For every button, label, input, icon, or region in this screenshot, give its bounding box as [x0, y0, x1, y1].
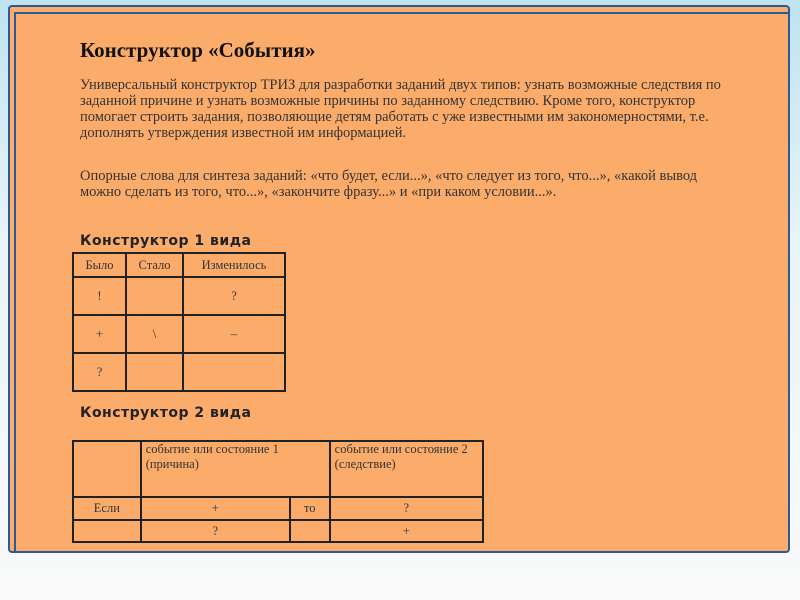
table2-heading: Конструктор 2 вида — [80, 405, 252, 421]
table-cell: ! — [73, 277, 126, 315]
table-cell — [290, 520, 330, 542]
table-cell: ? — [141, 520, 290, 542]
table-cell: ? — [73, 353, 126, 391]
effect-header: событие или состояние 2 (следствие) — [330, 441, 483, 497]
slide-title: Конструктор «События» — [80, 38, 316, 62]
table-cell — [73, 441, 141, 497]
table-cell — [126, 353, 183, 391]
table-cell: ? — [183, 277, 285, 315]
table-cell: ? — [330, 497, 483, 520]
table-cell: + — [73, 315, 126, 353]
description-paragraph: Универсальный конструктор ТРИЗ для разработки заданий двух типов: узнать возможные следствия по заданной причине и узнать возможные причины по заданному следствию. Кроме того, конструктор помогает строить задания, позволяющие детям работать с уже известными им закономерностями, т.е. дополнять утверждения известной им информацией. — [80, 77, 721, 141]
header-cell: Изменилось — [183, 253, 285, 277]
frame-line — [14, 12, 16, 552]
table-cell: \ — [126, 315, 183, 353]
table-cell: + — [330, 520, 483, 542]
cause-header: событие или состояние 1 (причина) — [141, 441, 330, 497]
table-cell: то — [290, 497, 330, 520]
table-cell: + — [141, 497, 290, 520]
constructor-table-2 — [72, 440, 484, 543]
header-cell: Было — [73, 253, 126, 277]
table-cell — [126, 277, 183, 315]
header-cell: Стало — [126, 253, 183, 277]
constructor-table-1 — [72, 252, 286, 392]
table1-heading: Конструктор 1 вида — [80, 233, 252, 249]
frame-line — [14, 12, 788, 14]
table-cell: Если — [73, 497, 141, 520]
table-cell — [73, 520, 141, 542]
table-cell: – — [183, 315, 285, 353]
table-cell — [183, 353, 285, 391]
keywords-paragraph: Опорные слова для синтеза заданий: «что будет, если...», «что следует из того, что...», «какой вывод можно сделать из того, что...», «закончите фразу...» и «при каком условии...». — [80, 168, 698, 200]
